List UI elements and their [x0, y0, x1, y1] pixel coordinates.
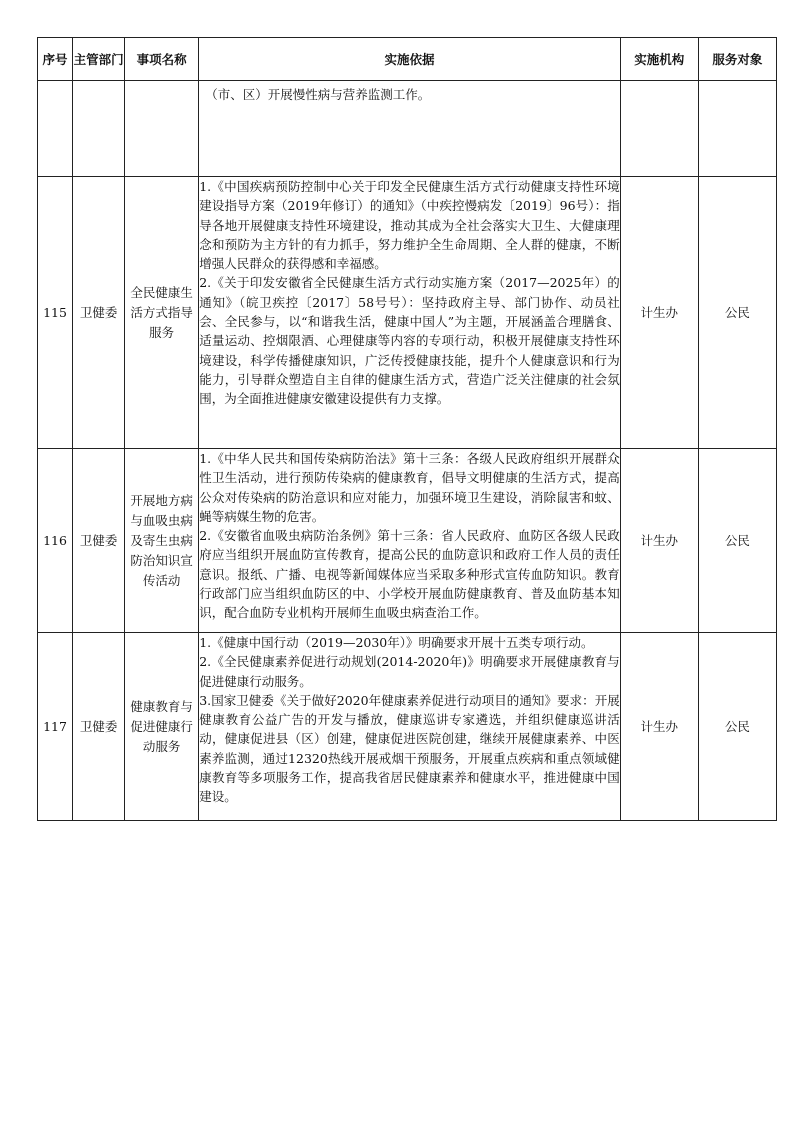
cell-num: 115: [38, 177, 73, 449]
cell-basis: [199, 633, 621, 821]
basis-paragraph: 1.《中国疾病预防控制中心关于印发全民健康生活方式行动健康支持性环境建设指导方案（2019年修订）的通知》（中疾控慢病发〔2019〕96号）：指导各地开展健康支持性环境建设，推动其成为全社会落实大卫生、大健康理念和预防为主方针的有力抓手，努力维护全生命周期、全人群的健康，不断增强人民群众的获得感和幸福感。: [199, 179, 620, 272]
cell-org: [620, 81, 698, 177]
basis-paragraph: 1.《中华人民共和国传染病防治法》第十三条：各级人民政府组织开展群众性卫生活动，进行预防传染病的健康教育，倡导文明健康的生活方式，提高公众对传染病的防治意识和应对能力，加强环境卫生建设，消除鼠害和蚊、蝇等病媒生物的危害。: [199, 451, 620, 524]
cell-item: 健康教育与促进健康行动服务: [125, 633, 199, 821]
cell-dept: [73, 81, 125, 177]
cell-org: 计生办: [620, 633, 698, 821]
cell-basis: [199, 177, 621, 449]
table-row-continuation: [38, 81, 777, 177]
basis-paragraph: 1.《健康中国行动（2019—2030年）》明确要求开展十五类专项行动。: [199, 635, 594, 650]
basis-text: （市、区）开展慢性病与营养监测工作。: [205, 87, 431, 102]
cell-target: 公民: [698, 633, 776, 821]
cell-dept: 卫健委: [73, 177, 125, 449]
cell-num: 117: [38, 633, 73, 821]
table-row: [38, 633, 777, 821]
cell-dept: 卫健委: [73, 633, 125, 821]
cell-target: [698, 81, 776, 177]
header-target: 服务对象: [698, 38, 776, 81]
table-row: [38, 177, 777, 449]
table-header-row: [38, 38, 777, 81]
basis-paragraph: 2.《安徽省血吸虫病防治条例》第十三条：省人民政府、血防区各级人民政府应当组织开展血防宣传教育，提高公民的血防意识和政府工作人员的责任意识。报纸、广播、电视等新闻媒体应当采取多种形式宣传血防知识。教育行政部门应当组织血防区的中、小学校开展血防健康教育、普及血防基本知识，配合血防专业机构开展师生血吸虫病查治工作。: [199, 528, 620, 621]
table-row: [38, 449, 777, 633]
header-basis: 实施依据: [199, 38, 621, 81]
cell-basis: [199, 449, 621, 633]
cell-target: 公民: [698, 449, 776, 633]
cell-item: 开展地方病与血吸虫病及寄生虫病防治知识宣传活动: [125, 449, 199, 633]
cell-num: 116: [38, 449, 73, 633]
header-num: 序号: [38, 38, 73, 81]
header-item: 事项名称: [125, 38, 199, 81]
basis-paragraph: 3.国家卫健委《关于做好2020年健康素养促进行动项目的通知》要求：开展健康教育公益广告的开发与播放，健康巡讲专家遴选，并组织健康巡讲活动，健康促进县（区）创建，健康促进医院创建，继续开展健康素养、中医素养监测，通过12320热线开展戒烟干预服务，开展重点疾病和重点领域健康教育等多项服务工作，提高我省居民健康素养和健康水平，推进健康中国建设。: [199, 692, 620, 805]
basis-paragraph: 2.《全民健康素养促进行动规划(2014-2020年)》明确要求开展健康教育与促进健康行动服务。: [199, 654, 620, 689]
header-org: 实施机构: [620, 38, 698, 81]
header-dept: 主管部门: [73, 38, 125, 81]
cell-dept: 卫健委: [73, 449, 125, 633]
cell-org: 计生办: [620, 177, 698, 449]
cell-item: 全民健康生活方式指导服务: [125, 177, 199, 449]
cell-item: [125, 81, 199, 177]
basis-paragraph: 2.《关于印发安徽省全民健康生活方式行动实施方案（2017—2025年）的通知》（皖卫疾控〔2017〕58号号）：坚持政府主导、部门协作、动员社会、全民参与，以“和谐我生活，健康中国人”为主题，开展涵盖合理膳食、适量运动、控烟限酒、心理健康等内容的专项行动，积极开展健康支持性环境建设，科学传播健康知识，广泛传授健康技能，提升个人健康意识和行为能力，引导群众塑造自主自律的健康生活方式，营造广泛关注健康的社会氛围，为全面推进健康安徽建设提供有力支撑。: [199, 275, 620, 407]
cell-basis: [199, 81, 621, 177]
cell-org: 计生办: [620, 449, 698, 633]
service-items-table: [37, 37, 777, 821]
cell-target: 公民: [698, 177, 776, 449]
cell-num: [38, 81, 73, 177]
